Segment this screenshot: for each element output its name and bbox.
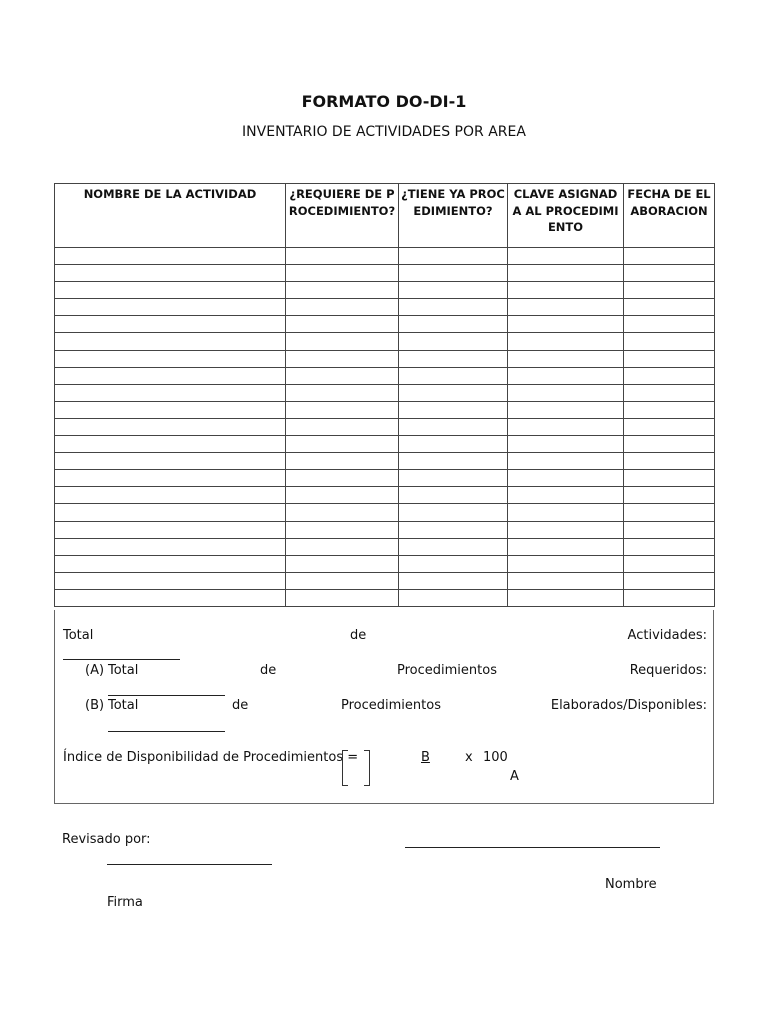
table-cell[interactable] xyxy=(286,418,399,435)
nombre-signature-line[interactable] xyxy=(405,847,660,848)
table-row xyxy=(55,418,715,435)
table-cell[interactable] xyxy=(399,453,508,470)
table-cell[interactable] xyxy=(624,384,715,401)
table-cell[interactable] xyxy=(55,436,286,453)
table-row xyxy=(55,487,715,504)
table-cell[interactable] xyxy=(55,316,286,333)
formula-right-bracket xyxy=(364,750,370,786)
total-actividades-blank[interactable] xyxy=(63,659,180,660)
table-cell[interactable] xyxy=(508,470,624,487)
b-elaborados-blank[interactable] xyxy=(108,731,225,732)
table-cell[interactable] xyxy=(399,401,508,418)
table-cell[interactable] xyxy=(286,350,399,367)
table-row xyxy=(55,504,715,521)
a-requeridos-blank[interactable] xyxy=(108,695,225,696)
table-cell[interactable] xyxy=(508,384,624,401)
table-cell[interactable] xyxy=(286,401,399,418)
b-label: (B) xyxy=(85,698,105,713)
formula-numerator-b: B xyxy=(421,750,430,765)
table-cell[interactable] xyxy=(508,418,624,435)
a-total-word: Total xyxy=(108,663,139,678)
formula-times: x xyxy=(465,750,473,765)
table-cell[interactable] xyxy=(399,333,508,350)
table-row xyxy=(55,282,715,299)
b-total-word: Total xyxy=(108,698,139,713)
summary-box xyxy=(54,610,714,804)
b-procedimientos-word: Procedimientos xyxy=(341,698,441,713)
a-procedimientos-word: Procedimientos xyxy=(397,663,497,678)
table-cell[interactable] xyxy=(399,265,508,282)
table-cell[interactable] xyxy=(508,282,624,299)
table-row xyxy=(55,333,715,350)
table-cell[interactable] xyxy=(624,538,715,555)
table-row xyxy=(55,555,715,572)
formula-left-bracket xyxy=(342,750,348,786)
table-cell[interactable] xyxy=(399,436,508,453)
table-cell[interactable] xyxy=(286,265,399,282)
table-row xyxy=(55,521,715,538)
table-row xyxy=(55,436,715,453)
table-cell[interactable] xyxy=(399,487,508,504)
table-row xyxy=(55,470,715,487)
table-cell[interactable] xyxy=(286,555,399,572)
column-header-tiene-procedimiento: ¿TIENE YA PROCEDIMIENTO? xyxy=(399,184,508,248)
table-cell[interactable] xyxy=(55,265,286,282)
firma-label: Firma xyxy=(107,895,143,910)
table-cell[interactable] xyxy=(508,589,624,606)
table-cell[interactable] xyxy=(55,248,286,265)
table-row xyxy=(55,538,715,555)
formula-hundred: 100 xyxy=(483,750,508,765)
table-cell[interactable] xyxy=(508,436,624,453)
table-cell[interactable] xyxy=(399,299,508,316)
table-cell[interactable] xyxy=(399,538,508,555)
table-cell[interactable] xyxy=(399,555,508,572)
table-cell[interactable] xyxy=(286,282,399,299)
table-cell[interactable] xyxy=(624,504,715,521)
table-cell[interactable] xyxy=(286,384,399,401)
table-body xyxy=(55,248,715,607)
table-cell[interactable] xyxy=(399,572,508,589)
column-header-nombre-actividad: NOMBRE DE LA ACTIVIDAD xyxy=(55,184,286,248)
table-cell[interactable] xyxy=(399,350,508,367)
table-cell[interactable] xyxy=(55,453,286,470)
table-cell[interactable] xyxy=(508,504,624,521)
table-cell[interactable] xyxy=(624,487,715,504)
table-cell[interactable] xyxy=(508,521,624,538)
table-cell[interactable] xyxy=(399,470,508,487)
total-actividades-label: Actividades: xyxy=(627,628,707,643)
total-actividades-de-word: de xyxy=(350,628,367,643)
table-row xyxy=(55,299,715,316)
table-cell[interactable] xyxy=(399,418,508,435)
column-header-fecha-elaboracion: FECHA DE ELABORACION xyxy=(624,184,715,248)
table-row xyxy=(55,453,715,470)
table-cell[interactable] xyxy=(286,572,399,589)
table-cell[interactable] xyxy=(286,504,399,521)
table-cell[interactable] xyxy=(55,521,286,538)
table-cell[interactable] xyxy=(399,589,508,606)
table-cell[interactable] xyxy=(508,555,624,572)
indice-label: Índice de Disponibilidad de Procedimientos = xyxy=(63,750,359,765)
table-cell[interactable] xyxy=(508,248,624,265)
table-header-row xyxy=(55,184,715,248)
table-cell[interactable] xyxy=(399,384,508,401)
activities-table xyxy=(54,183,715,607)
a-de-word: de xyxy=(260,663,277,678)
table-cell[interactable] xyxy=(508,572,624,589)
b-elaborados-label: Elaborados/Disponibles: xyxy=(550,698,707,713)
table-cell[interactable] xyxy=(55,504,286,521)
table-cell[interactable] xyxy=(624,367,715,384)
column-header-requiere-procedimiento: ¿REQUIERE DE PROCEDIMIENTO? xyxy=(286,184,399,248)
table-cell[interactable] xyxy=(55,555,286,572)
table-cell[interactable] xyxy=(286,333,399,350)
table-cell[interactable] xyxy=(399,316,508,333)
table-cell[interactable] xyxy=(286,589,399,606)
table-cell[interactable] xyxy=(624,521,715,538)
table-cell[interactable] xyxy=(508,538,624,555)
table-cell[interactable] xyxy=(399,248,508,265)
table-cell[interactable] xyxy=(286,248,399,265)
table-cell[interactable] xyxy=(624,350,715,367)
table-cell[interactable] xyxy=(55,401,286,418)
table-cell[interactable] xyxy=(624,589,715,606)
table-cell[interactable] xyxy=(508,265,624,282)
table-cell[interactable] xyxy=(508,487,624,504)
table-cell[interactable] xyxy=(55,333,286,350)
table-cell[interactable] xyxy=(624,265,715,282)
table-cell[interactable] xyxy=(624,316,715,333)
table-cell[interactable] xyxy=(286,521,399,538)
table-cell[interactable] xyxy=(286,316,399,333)
table-row xyxy=(55,350,715,367)
table-cell[interactable] xyxy=(55,418,286,435)
table-cell[interactable] xyxy=(399,521,508,538)
total-actividades-total-word: Total xyxy=(63,628,94,643)
table-row xyxy=(55,589,715,606)
table-cell[interactable] xyxy=(399,282,508,299)
table-cell[interactable] xyxy=(508,453,624,470)
table-cell[interactable] xyxy=(624,572,715,589)
table-cell[interactable] xyxy=(55,367,286,384)
a-label: (A) xyxy=(85,663,105,678)
table-cell[interactable] xyxy=(624,470,715,487)
firma-signature-line[interactable] xyxy=(107,864,272,865)
table-cell[interactable] xyxy=(399,367,508,384)
table-cell[interactable] xyxy=(55,282,286,299)
table-cell[interactable] xyxy=(286,470,399,487)
table-cell[interactable] xyxy=(55,384,286,401)
b-de-word: de xyxy=(232,698,249,713)
table-row xyxy=(55,316,715,333)
table-cell[interactable] xyxy=(508,350,624,367)
table-cell[interactable] xyxy=(55,470,286,487)
table-row xyxy=(55,401,715,418)
table-cell[interactable] xyxy=(286,487,399,504)
table-row xyxy=(55,265,715,282)
table-row xyxy=(55,367,715,384)
table-row xyxy=(55,384,715,401)
a-requeridos-label: Requeridos: xyxy=(629,663,707,678)
formula-denominator-a: A xyxy=(510,769,519,784)
table-cell[interactable] xyxy=(399,504,508,521)
document-subtitle: INVENTARIO DE ACTIVIDADES POR AREA xyxy=(242,124,526,140)
table-cell[interactable] xyxy=(624,436,715,453)
table-cell[interactable] xyxy=(286,367,399,384)
table-cell[interactable] xyxy=(624,333,715,350)
table-cell[interactable] xyxy=(624,299,715,316)
table-cell[interactable] xyxy=(55,589,286,606)
table-cell[interactable] xyxy=(624,282,715,299)
document-title: FORMATO DO-DI-1 xyxy=(301,92,467,111)
table-cell[interactable] xyxy=(508,316,624,333)
table-cell[interactable] xyxy=(55,487,286,504)
table-cell[interactable] xyxy=(55,538,286,555)
table-cell[interactable] xyxy=(508,367,624,384)
table-cell[interactable] xyxy=(55,299,286,316)
table-cell[interactable] xyxy=(508,299,624,316)
table-cell[interactable] xyxy=(286,453,399,470)
table-cell[interactable] xyxy=(624,401,715,418)
revisado-por-label: Revisado por: xyxy=(62,832,151,847)
table-cell[interactable] xyxy=(286,299,399,316)
table-cell[interactable] xyxy=(624,555,715,572)
table-cell[interactable] xyxy=(55,350,286,367)
nombre-label: Nombre xyxy=(605,877,657,892)
table-cell[interactable] xyxy=(624,453,715,470)
table-cell[interactable] xyxy=(55,572,286,589)
table-row xyxy=(55,248,715,265)
table-cell[interactable] xyxy=(286,538,399,555)
table-cell[interactable] xyxy=(624,248,715,265)
table-cell[interactable] xyxy=(508,401,624,418)
table-cell[interactable] xyxy=(624,418,715,435)
column-header-clave-asignada: CLAVE ASIGNADA AL PROCEDIMIENTO xyxy=(508,184,624,248)
table-cell[interactable] xyxy=(508,333,624,350)
table-cell[interactable] xyxy=(286,436,399,453)
table-row xyxy=(55,572,715,589)
